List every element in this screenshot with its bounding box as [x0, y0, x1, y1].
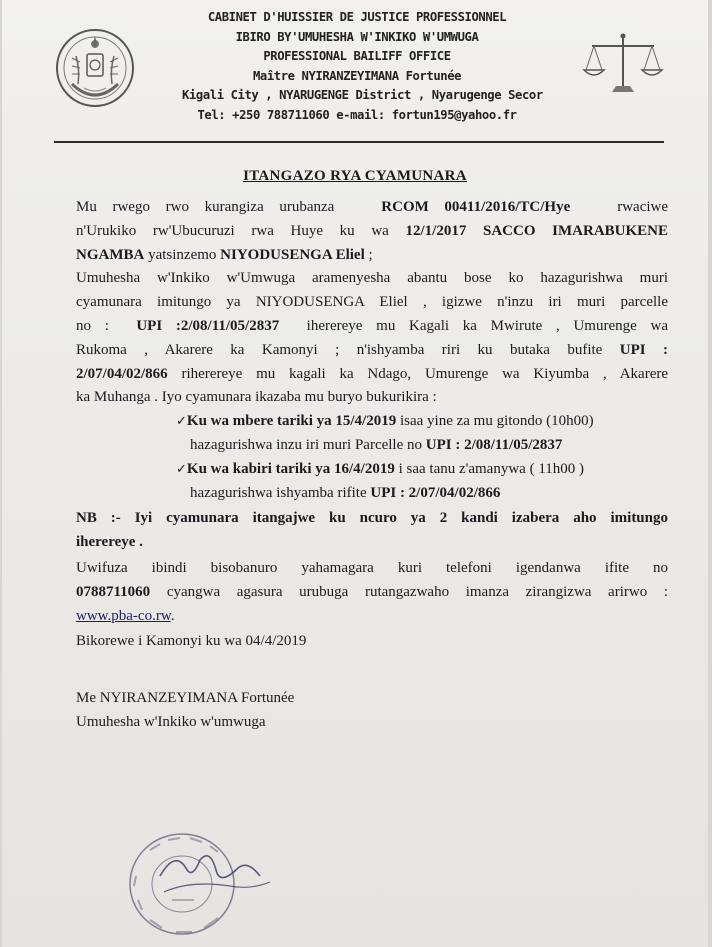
- auction-schedule-item: [76, 458, 668, 506]
- text-line: 2/07/04/02/866 riherereye mu kagali ka Ndago, Umurenge wa Kiyumba , Akarere: [76, 365, 669, 382]
- signatory-role: Umuhesha w'Inkiko w'umwuga: [76, 713, 266, 730]
- text-line: n'Urukiko rw'Ubucuruzi rwa Huye ku wa 12/1/2017 SACCO IMARABUKENE: [76, 222, 669, 239]
- text-line: 0788711060 cyangwa agasura urubuga rutangazwaho imanza zirangizwa arirwo :: [76, 583, 668, 600]
- text-line: NGAMBA yatsinzemo NIYODUSENGA Eliel ;: [76, 246, 373, 263]
- document-title: ITANGAZO RYA CYAMUNARA: [243, 168, 467, 184]
- text-line: ✓Ku wa mbere tariki ya 15/4/2019 isaa yine za mu gitondo (10h00): [176, 413, 594, 430]
- letterhead-line: PROFESSIONAL BAILIFF OFFICE: [263, 49, 451, 63]
- auction-paragraph: [76, 267, 668, 410]
- letterhead-line: Tel: +250 788711060 e-mail: fortun195@yahoo.fr: [197, 107, 517, 122]
- text-line: ka Muhanga . Iyo cyamunara ikazaba mu buryo bukurikira :: [76, 389, 437, 406]
- text-line: www.pba-co.rw.: [76, 607, 175, 624]
- document-page: [2, 0, 708, 947]
- scales-of-justice-icon: [582, 30, 664, 100]
- auction-schedule-item: [76, 410, 668, 458]
- letterhead: [182, 8, 543, 125]
- text-line: Umuhesha w'Inkiko w'Umwuga aramenyesha abantu bose ko hazagurishwa muri: [76, 270, 668, 287]
- letterhead-line: Maître NYIRANZEYIMANA Fortunée: [252, 68, 462, 83]
- text-line: no : UPI :2/08/11/05/2837 iherereye mu Kagali ka Mwirute , Umurenge wa: [76, 317, 668, 334]
- date-line: Bikorewe i Kamonyi ku wa 04/4/2019: [76, 633, 307, 650]
- text-line: Mu rwego rwo kurangiza urubanza RCOM 00411/2016/TC/Hye rwaciwe: [76, 199, 669, 215]
- text-line: iherereye .: [76, 534, 143, 551]
- text-line: cyamunara imitungo ya NIYODUSENGA Eliel , igizwe n'inzu iri muri parcelle: [76, 294, 668, 311]
- contact-paragraph: [76, 557, 668, 628]
- text-line: hazagurishwa ishyamba rifite UPI : 2/07/04/02/866: [190, 484, 501, 501]
- text-line: Rukoma , Akarere ka Kamonyi ; n'ishyamba riri ku butaka bufite UPI :: [76, 341, 669, 358]
- signatory-name: Me NYIRANZEYIMANA Fortunée: [76, 690, 295, 707]
- text-line: Uwifuza ibindi bisobanuro yahamagara kuri telefoni igendanwa ifite no: [76, 559, 668, 576]
- text-line: hazagurishwa inzu iri muri Parcelle no UPI : 2/08/11/05/2837: [190, 436, 563, 453]
- intro-paragraph: [76, 196, 668, 267]
- rwanda-coat-of-arms-icon: [54, 26, 136, 116]
- website-link[interactable]: www.pba-co.rw: [76, 607, 171, 624]
- text-line: ✓Ku wa kabiri tariki ya 16/4/2019 i saa tanu z'amanywa ( 11h00 ): [176, 460, 585, 477]
- official-stamp-with-signature: [120, 820, 280, 940]
- text-line: NB :- Iyi cyamunara itangajwe ku ncuro ya 2 kandi izabera aho imitungo: [76, 510, 668, 527]
- letterhead-line: CABINET D'HUISSIER DE JUSTICE PROFESSIONNEL: [207, 10, 507, 24]
- checkmark-icon: ✓: [176, 414, 187, 430]
- letterhead-line: IBIRO BY'UMUHESHA W'INKIKO W'UMWUGA: [235, 29, 479, 44]
- letterhead-line: Kigali City , NYARUGENGE District , Nyarugenge Secor: [182, 88, 543, 102]
- checkmark-icon: ✓: [176, 461, 187, 477]
- letterhead-divider: [54, 141, 664, 143]
- document-body: [76, 196, 668, 735]
- nb-note: [76, 507, 668, 555]
